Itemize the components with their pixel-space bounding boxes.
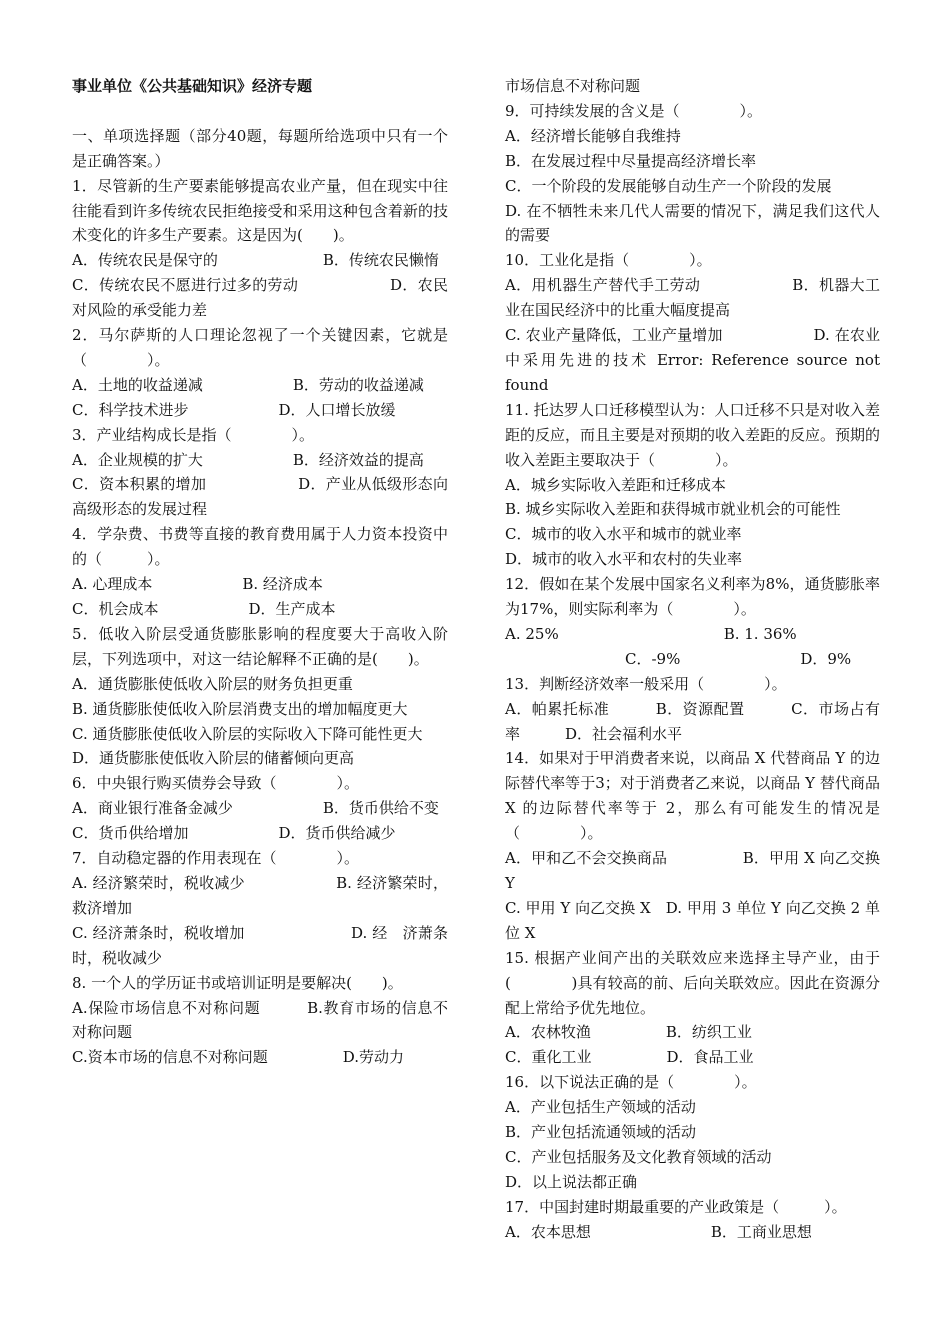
text-line: B．在发展过程中尽量提高经济增长率	[505, 151, 757, 170]
text-line: 8. 一个人的学历证书或培训证明是要解决( )。	[72, 973, 403, 992]
text-line: A．农本思想 B．工商业思想	[505, 1222, 812, 1241]
text-line: 6．中央银行购买债券会导致（ ）。	[72, 774, 360, 793]
text-line: D．通货膨胀使低收入阶层的储蓄倾向更高	[72, 749, 355, 768]
text-line: 1．尽管新的生产要素能够提高农业产量，但在现实中往往能看到许多传统农民拒绝接受和采用这种包含着新的技术变化的许多生产要素。这是因为( )。	[72, 176, 448, 245]
text-line: D．以上说法都正确	[505, 1172, 638, 1191]
text-line: C．机会成本 D．生产成本	[72, 600, 336, 619]
text-line: 5．低收入阶层受通货膨胀影响的程度要大于高收入阶层，下列选项中，对这一结论解释不正确的是( )。	[72, 624, 448, 668]
text-line: C．产业包括服务及文化教育领域的活动	[505, 1147, 772, 1166]
text-line: 12．假如在某个发展中国家名义利率为8%，通货膨胀率为17%，则实际利率为（ ）。	[505, 575, 880, 619]
text-line: B．产业包括流通领域的活动	[505, 1123, 697, 1142]
text-line: A．传统农民是保守的 B．传统农民懒惰	[72, 251, 439, 270]
left-body	[72, 124, 448, 1070]
page-title: 事业单位《公共基础知识》经济专题	[72, 77, 313, 95]
text-line: C.资本市场的信息不对称问题 D.劳动力	[72, 1048, 404, 1067]
text-line: 2．马尔萨斯的人口理论忽视了一个关键因素，它就是（ ）。	[72, 326, 448, 369]
text-line: C．重化工业 D．食品工业	[505, 1048, 754, 1067]
text-line: C. 甲用 Y 向乙交换 X D. 甲用 3 单位 Y 向乙交换 2 单位 X	[505, 898, 880, 942]
text-line: C．-9% D．9%	[505, 649, 852, 668]
text-line: C．货币供给增加 D．货币供给减少	[72, 824, 396, 843]
text-line: A．帕累托标准 B．资源配置 C．市场占有率 D．社会福利水平	[505, 699, 880, 743]
right-column	[505, 74, 880, 1245]
text-line: A．通货膨胀使低收入阶层的财务负担更重	[72, 674, 353, 693]
text-line: 13．判断经济效率一般采用（ ）。	[505, 674, 787, 693]
text-line: A．商业银行准备金减少 B．货币供给不变	[72, 799, 439, 818]
text-line: 市场信息不对称问题	[505, 77, 641, 95]
text-line: 15. 根据产业间产出的关联效应来选择主导产业，由于( )具有较高的前、后向关联效应。因此在资源分配上常给予优先地位。	[505, 948, 880, 1017]
text-line: C. 经济萧条时，税收增加 D. 经 济萧条时，税收减少	[72, 923, 448, 967]
text-line: C. 通货膨胀使低收入阶层的实际收入下降可能性更大	[72, 724, 423, 743]
text-line: A．经济增长能够自我维持	[505, 126, 681, 145]
right-body	[505, 74, 880, 1245]
text-line: A．城乡实际收入差距和迁移成本	[505, 475, 726, 494]
text-line: 16．以下说法正确的是（ ）。	[505, 1073, 757, 1092]
text-line: A. 心理成本 B. 经济成本	[72, 575, 323, 594]
text-line: 9．可持续发展的含义是（ ）。	[505, 101, 763, 120]
text-line: A．农林牧渔 B．纺织工业	[505, 1023, 752, 1042]
text-line: B. 通货膨胀使低收入阶层消费支出的增加幅度更大	[72, 699, 408, 718]
text-line: C．传统农民不愿进行过多的劳动 D．农民对风险的承受能力差	[72, 276, 448, 320]
text-line: B. 城乡实际收入差距和获得城市就业机会的可能性	[505, 500, 841, 519]
text-line: A．企业规模的扩大 B．经济效益的提高	[72, 450, 424, 469]
text-line: 3．产业结构成长是指（ ）。	[72, 425, 315, 444]
text-line: C．科学技术进步 D．人口增长放缓	[72, 400, 396, 419]
text-line: A．甲和乙不会交换商品 B．甲用 X 向乙交换 Y	[505, 849, 880, 892]
left-column	[72, 74, 448, 1070]
text-line: 7．自动稳定器的作用表现在（ ）。	[72, 849, 360, 868]
text-line: A．产业包括生产领域的活动	[505, 1098, 696, 1117]
text-line: A. 25% B. 1. 36%	[505, 624, 797, 643]
text-line: A. 经济繁荣时，税收减少 B. 经济繁荣时，救济增加	[72, 873, 448, 917]
text-line: C．一个阶段的发展能够自动生产一个阶段的发展	[505, 176, 832, 195]
text-line: C．资本积累的增加 D．产业从低级形态向高级形态的发展过程	[72, 475, 448, 519]
text-line: 一、单项选择题（部分40题，每题所给选项中只有一个是正确答案。）	[72, 126, 448, 170]
text-line: A．土地的收益递减 B．劳动的收益递减	[72, 375, 424, 394]
text-line: A．用机器生产替代手工劳动 B．机器大工业在国民经济中的比重大幅度提高	[505, 276, 880, 320]
text-line: C．城市的收入水平和城市的就业率	[505, 525, 742, 544]
text-line: D．城市的收入水平和农村的失业率	[505, 550, 743, 569]
text-line: 4．学杂费、书费等直接的教育费用属于人力资本投资中的（ ）。	[72, 525, 448, 569]
text-line: 10．工业化是指（ ）。	[505, 251, 712, 270]
text-line: 17．中国封建时期最重要的产业政策是（ ）。	[505, 1197, 847, 1216]
text-line: C. 农业产量降低，工业产量增加 D. 在农业中采用先进的技术 Error: Reference source not found	[505, 326, 880, 394]
text-line: D. 在不牺牲未来几代人需要的情况下，满足我们这代人的需要	[505, 201, 880, 245]
text-line: 14．如果对于甲消费者来说，以商品 X 代替商品 Y 的边际替代率等于3；对于消费者乙来说，以商品 Y 替代商品 X 的边际替代率等于 2，那么有可能发生的情况是（ ）。	[505, 749, 880, 843]
text-line: A.保险市场信息不对称问题 B.教育市场的信息不对称问题	[72, 998, 448, 1042]
text-line: 11. 托达罗人口迁移模型认为：人口迁移不只是对收入差距的反应，而且主要是对预期的收入差距的反应。预期的收入差距主要取决于（ ）。	[505, 400, 881, 469]
